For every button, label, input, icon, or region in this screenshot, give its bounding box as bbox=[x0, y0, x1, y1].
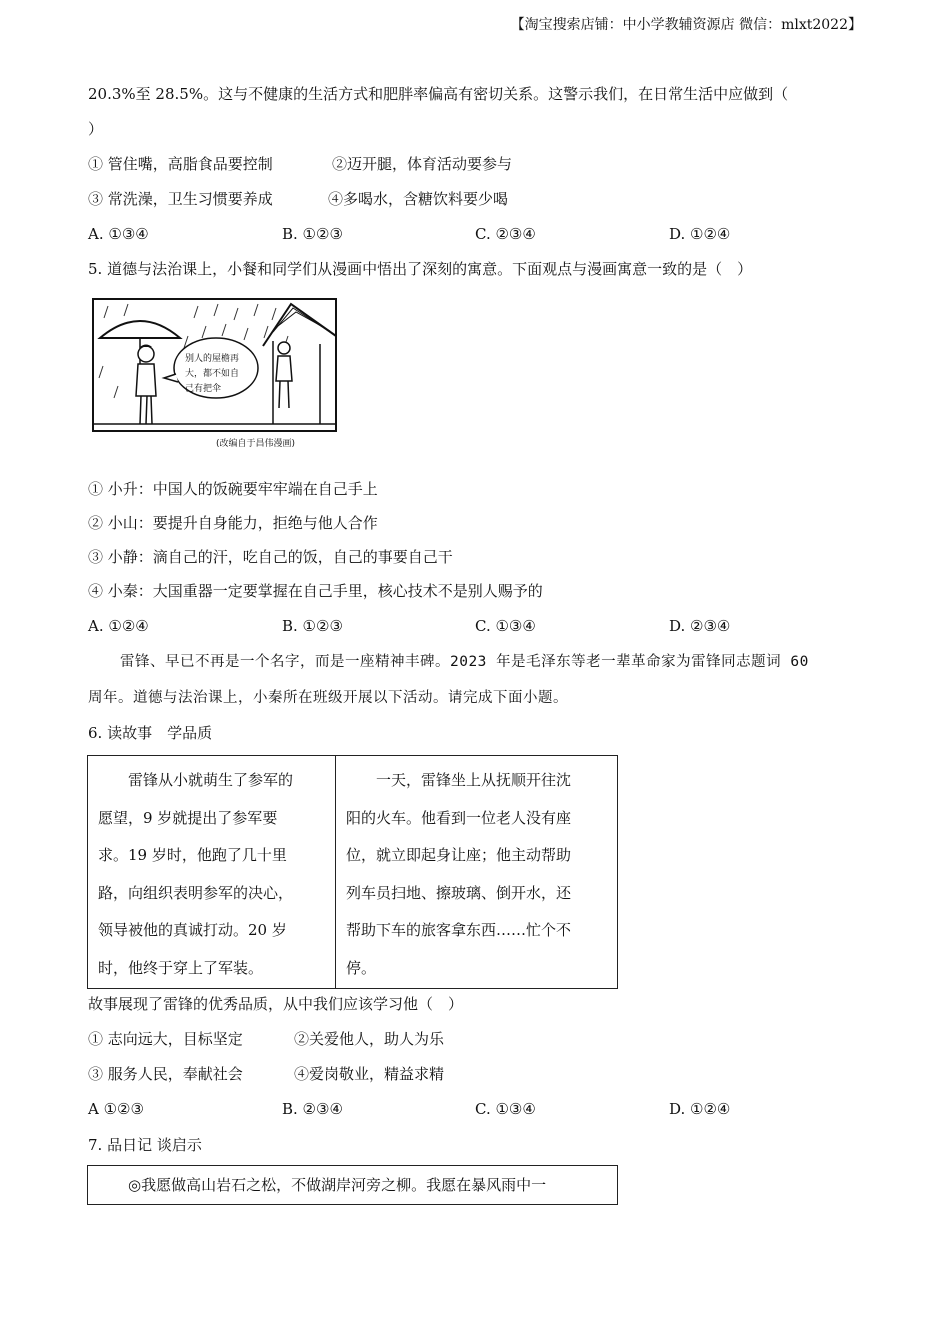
story-right-line: 列车员扫地、擦玻璃、倒开水，还 bbox=[346, 883, 572, 902]
q5-item-4: ④ 小秦：大国重器一定要掌握在自己手里，核心技术不是别人赐予的 bbox=[88, 582, 543, 600]
q4-item-2: ②迈开腿，体育活动要参与 bbox=[332, 155, 513, 173]
man-head bbox=[138, 346, 154, 362]
q6-options bbox=[88, 1099, 868, 1119]
q6-option-c: C. ①③④ bbox=[475, 1100, 536, 1118]
story-right-cell bbox=[336, 756, 616, 988]
boy-head bbox=[278, 342, 290, 354]
story-left-line: 领导被他的真诚打动。20 岁 bbox=[98, 921, 287, 940]
story-left-cell bbox=[88, 756, 336, 988]
q4-option-a: A. ①③④ bbox=[88, 225, 149, 243]
diary-box bbox=[87, 1165, 618, 1205]
q6-item-4: ④爱岗敬业，精益求精 bbox=[294, 1065, 445, 1083]
q6-option-b: B. ②③④ bbox=[282, 1100, 343, 1118]
q5-option-d: D. ②③④ bbox=[669, 617, 731, 635]
q4-stem-line2: ） bbox=[88, 120, 104, 138]
story-left-line: 愿望，9 岁就提出了参军要 bbox=[98, 808, 278, 827]
q4-option-c: C. ②③④ bbox=[475, 225, 536, 243]
cartoon-caption: (改编自于昌伟漫画) bbox=[216, 439, 296, 449]
q4-item-4: ④多喝水，含糖饮料要少喝 bbox=[328, 190, 509, 208]
q5-item-1: ① 小升：中国人的饭碗要牢牢端在自己手上 bbox=[88, 480, 378, 498]
story-left-line: 时，他终于穿上了军装。 bbox=[98, 958, 264, 977]
q5-item-3: ③ 小静：滴自己的汗，吃自己的饭，自己的事要自己干 bbox=[88, 548, 453, 566]
speech-line-1: 别人的屋檐再 bbox=[185, 354, 240, 364]
q5-stem: 5. 道德与法治课上，小餐和同学们从漫画中悟出了深刻的寓意。下面观点与漫画寓意一致的是（ ） bbox=[88, 260, 753, 278]
story-right-line: 位，就立即起身让座；他主动帮助 bbox=[346, 846, 572, 865]
q6-question: 故事展现了雷锋的优秀品质，从中我们应该学习他（ ） bbox=[88, 995, 464, 1013]
q6-option-d: D. ①②④ bbox=[669, 1100, 731, 1118]
story-right-line: 帮助下车的旅客拿东西……忙个不 bbox=[346, 921, 572, 940]
q6-items-row2 bbox=[88, 1064, 868, 1084]
story-left-line: 求。19 岁时，他跑了几十里 bbox=[98, 846, 287, 865]
story-right-line: 阳的火车。他看到一位老人没有座 bbox=[346, 808, 572, 827]
q6-item-2: ②关爱他人，助人为乐 bbox=[294, 1030, 445, 1048]
q6-items-row1 bbox=[88, 1029, 868, 1049]
q7-title: 7. 品日记 谈启示 bbox=[88, 1136, 202, 1154]
story-right-line: 一天，雷锋坐上从抚顺开往沈 bbox=[376, 771, 572, 789]
page-header: 【淘宝搜索店铺：中小学教辅资源店 微信：mlxt2022】 bbox=[510, 17, 862, 33]
q5-option-c: C. ①③④ bbox=[475, 617, 536, 635]
q4-stem-line1: 20.3%至 28.5%。这与不健康的生活方式和肥胖率偏高有密切关系。这警示我们，在日常生活中应做到（ bbox=[88, 85, 789, 103]
q5-item-2: ② 小山：要提升自身能力，拒绝与他人合作 bbox=[88, 514, 378, 532]
q4-option-b: B. ①②③ bbox=[282, 225, 343, 243]
q5-options bbox=[88, 616, 868, 636]
cartoon-drawing bbox=[88, 296, 343, 451]
story-table bbox=[87, 755, 618, 989]
story-left-line: 雷锋从小就萌生了参军的 bbox=[128, 771, 294, 789]
q6-item-1: ① 志向远大，目标坚定 bbox=[88, 1030, 243, 1048]
q4-option-d: D. ①②④ bbox=[669, 225, 731, 243]
q6-option-a: A ①②③ bbox=[88, 1100, 144, 1118]
q4-item-1: ① 管住嘴，高脂食品要控制 bbox=[88, 155, 273, 173]
speech-line-3: 己有把伞 bbox=[185, 384, 222, 394]
speech-line-2: 大，都不如自 bbox=[185, 369, 240, 379]
story-right-line: 停。 bbox=[346, 958, 377, 977]
q5-option-a: A. ①②④ bbox=[88, 617, 149, 635]
story-left-line: 路，向组织表明参军的决心， bbox=[98, 883, 294, 902]
boy-body bbox=[276, 356, 292, 381]
intro-line2: 周年。道德与法治课上，小秦所在班级开展以下活动。请完成下面小题。 bbox=[88, 690, 568, 706]
cartoon-image bbox=[88, 296, 343, 451]
q4-items-row2 bbox=[88, 189, 868, 209]
intro-line1: 雷锋、早已不再是一个名字，而是一座精神丰碑。2023 年是毛泽东等老一辈革命家为雷锋同志题词 60 bbox=[120, 654, 809, 670]
man-body bbox=[136, 364, 156, 396]
q4-item-3: ③ 常洗澡，卫生习惯要养成 bbox=[88, 190, 273, 208]
diary-text: ◎我愿做高山岩石之松，不做湖岸河旁之柳。我愿在暴风雨中一 bbox=[128, 1176, 547, 1194]
q6-item-3: ③ 服务人民，奉献社会 bbox=[88, 1065, 243, 1083]
q6-title: 6. 读故事 学品质 bbox=[88, 724, 213, 742]
q4-options bbox=[88, 224, 868, 244]
q5-option-b: B. ①②③ bbox=[282, 617, 343, 635]
q4-items-row1 bbox=[88, 154, 868, 174]
